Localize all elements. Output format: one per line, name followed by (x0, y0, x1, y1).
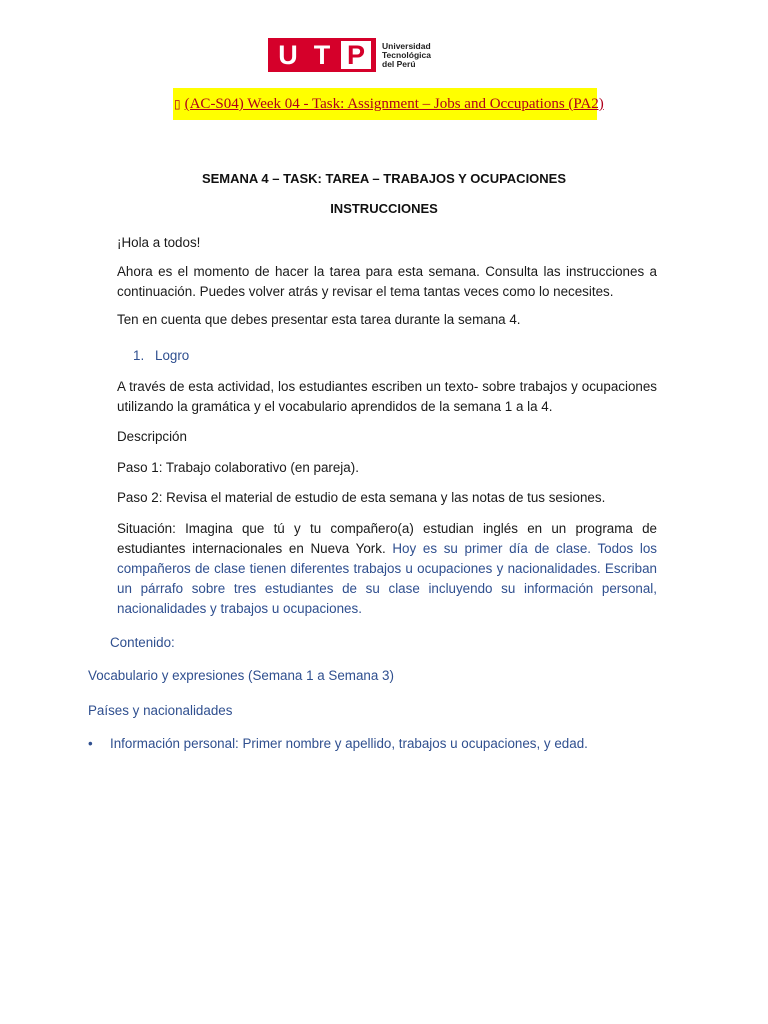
info-personal-text: Información personal: Primer nombre y apellido, trabajos u ocupaciones, y edad. (110, 736, 588, 751)
step-1: Paso 1: Trabajo colaborativo (en pareja). (117, 460, 359, 475)
missing-glyph-icon: ▯ (174, 97, 181, 111)
page-heading: SEMANA 4 – TASK: TAREA – TRABAJOS Y OCUPACIONES (201, 171, 567, 186)
logo-letter-p: P (341, 41, 371, 69)
instructions-heading: INSTRUCCIONES (330, 201, 438, 216)
contenido-label: Contenido: (110, 635, 175, 650)
paises-line: Países y nacionalidades (88, 703, 233, 718)
situation-paragraph (117, 519, 657, 619)
logo-line-2: Tecnológica (382, 49, 431, 60)
assignment-title-link[interactable] (174, 96, 604, 113)
section-number: 1. (133, 348, 145, 363)
info-personal-item (88, 734, 688, 754)
logo-letter-t: T (313, 40, 331, 70)
description-label: Descripción (117, 429, 187, 444)
section-logro (133, 346, 189, 366)
logo-line-1: Universidad (382, 40, 431, 51)
logo-text (382, 42, 431, 69)
intro-paragraph: Ahora es el momento de hacer la tarea para esta semana. Consulta las instrucciones a continuación. Puedes volver atrás y revisar el tema tantas veces como lo necesites. (117, 264, 657, 299)
deadline-paragraph: Ten en cuenta que debes presentar esta tarea durante la semana 4. (117, 312, 521, 327)
achievement-paragraph: A través de esta actividad, los estudiantes escriben un texto- sobre trabajos y ocupaciones utilizando la gramática y el vocabulario aprendidos de la semana 1 a la 4. (117, 379, 657, 414)
step-2: Paso 2: Revisa el material de estudio de esta semana y las notas de tus sesiones. (117, 490, 606, 505)
logo-letter-u: U (278, 40, 298, 70)
situation-text: Situación: Imagina que tú y tu compañero(a) estudian inglés en un programa de estudiantes internacionales en Nueva York. (117, 521, 657, 556)
vocab-line: Vocabulario y expresiones (Semana 1 a Semana 3) (88, 668, 394, 683)
situation-blue-text: Hoy es su primer día de clase. Todos los compañeros de clase tienen diferentes trabajos u ocupaciones y nacionalidades. Escriban un párrafo sobre tres estudiantes de su clase incluyendo su información personal, nacionalidades y trabajos u ocupaciones. (117, 541, 657, 616)
utp-logo-mark (268, 38, 376, 72)
logo-line-3: del Perú (382, 58, 416, 69)
assignment-title-text: (AC-S04) Week 04 - Task: Assignment – Jobs and Occupations (PA2) (184, 96, 604, 112)
greeting: ¡Hola a todos! (117, 235, 201, 250)
section-label: Logro (155, 348, 190, 363)
bullet-icon: • (88, 736, 93, 751)
utp-logo (268, 38, 431, 72)
